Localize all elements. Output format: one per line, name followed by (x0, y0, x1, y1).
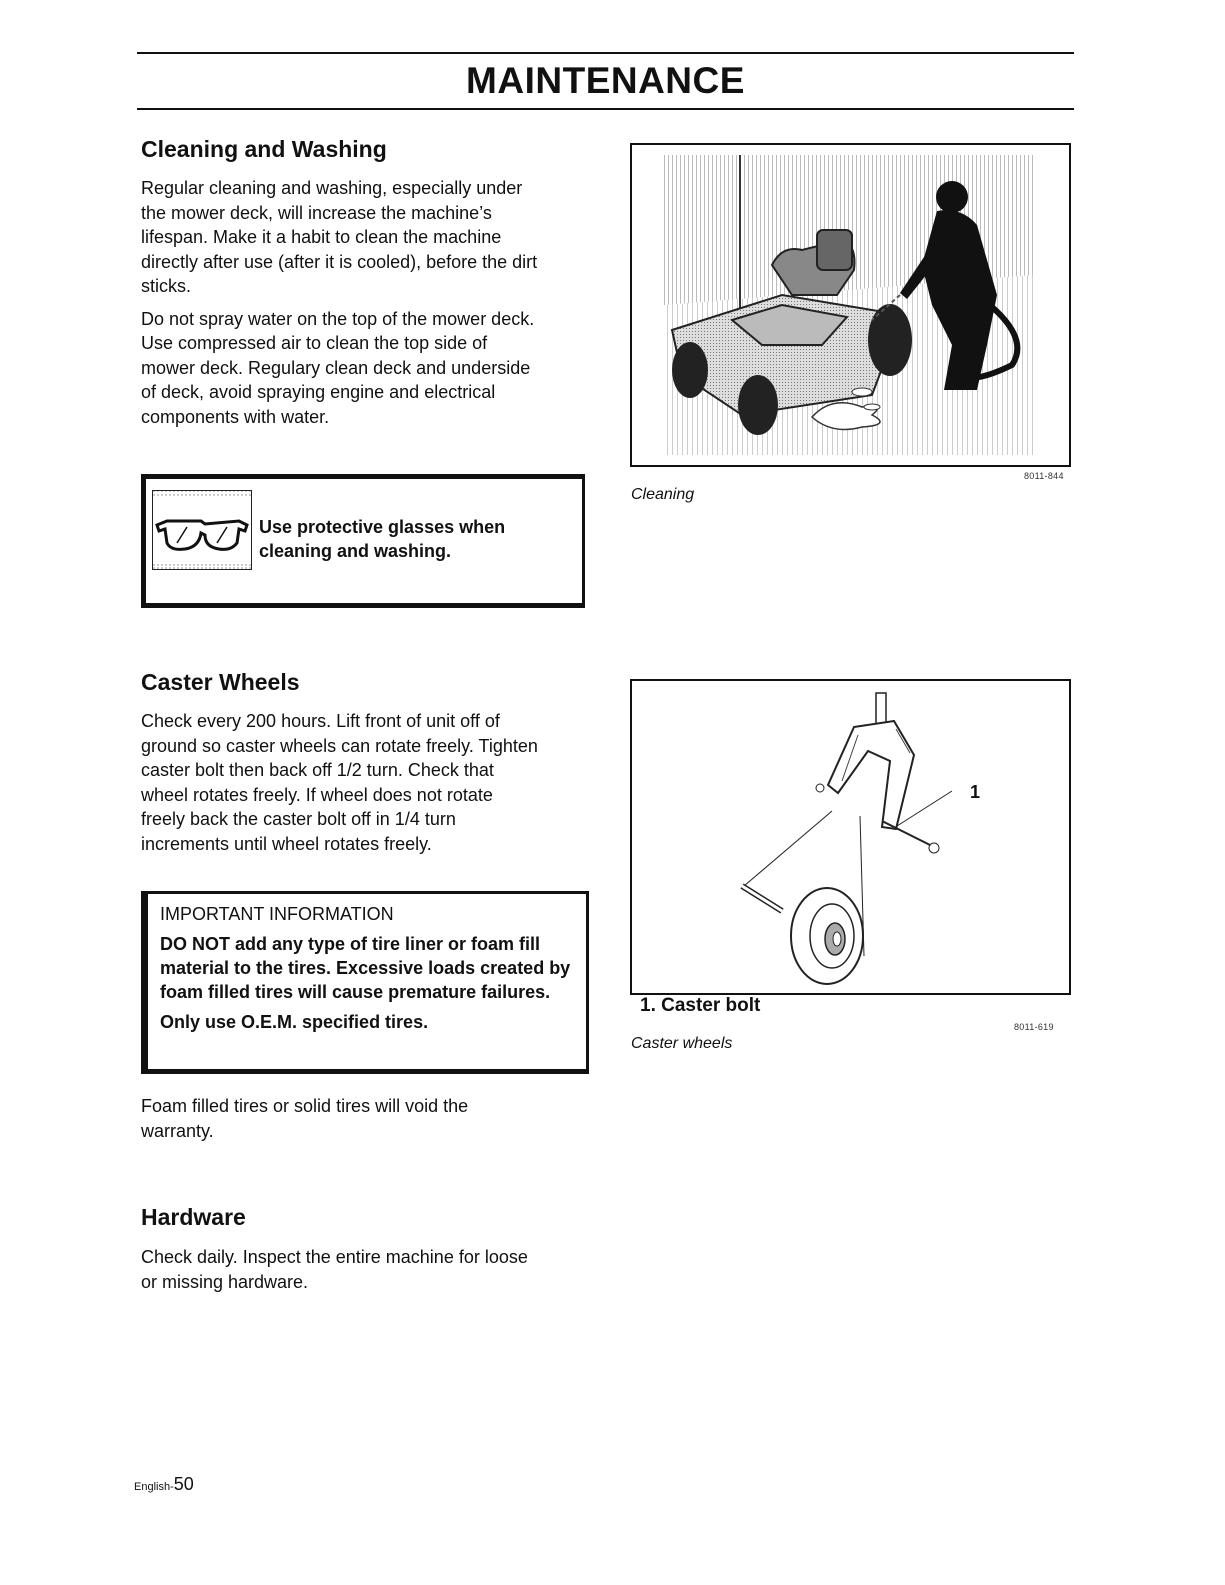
important-info-note: Only use O.E.M. specified tires. (160, 1012, 429, 1032)
header-underline (137, 108, 1074, 110)
cleaning-heading: Cleaning and Washing (141, 136, 387, 162)
cleaning-paragraph-1: Regular cleaning and washing, especially under the mower deck, will increase the machine’s lifespan. Make it a habit to clean the machine directly after use (after it is cooled), before the dirt sticks. (141, 178, 538, 296)
page-number: 50 (173, 1474, 194, 1494)
important-info-title: IMPORTANT INFORMATION (160, 904, 394, 924)
safety-warning-text: Use protective glasses when cleaning and washing. (259, 517, 506, 561)
cleaning-figure-code: 8011-844 (1024, 471, 1064, 481)
hardware-paragraph: Check daily. Inspect the entire machine for loose or missing hardware. (141, 1247, 528, 1292)
cleaning-text (141, 176, 541, 429)
caster-callout-number: 1 (970, 782, 981, 802)
caster-heading: Caster Wheels (141, 669, 300, 695)
caster-caption: Caster wheels (631, 1035, 733, 1052)
important-info-box (141, 891, 589, 1074)
caster-wheel-illustration (630, 679, 1071, 995)
cleaning-paragraph-2: Do not spray water on the top of the mower deck. Use compressed air to clean the top side of mower deck. Regulary clean deck and underside of deck, avoid spraying engine and electrical components with water. (141, 308, 535, 427)
hardware-heading: Hardware (141, 1204, 246, 1230)
warranty-note: Foam filled tires or solid tires will void the warranty. (141, 1096, 469, 1141)
page-footer (134, 1474, 194, 1495)
safety-glasses-icon (152, 490, 252, 570)
cleaning-illustration (630, 143, 1071, 467)
footer-language: English- (134, 1481, 174, 1493)
cleaning-caption: Cleaning (631, 486, 695, 503)
caster-figure-code: 8011-619 (1014, 1022, 1054, 1032)
safety-warning-box (141, 474, 585, 608)
caster-figure-legend: 1. Caster bolt (640, 995, 761, 1016)
top-rule (137, 52, 1074, 54)
important-info-body: DO NOT add any type of tire liner or foam fill material to the tires. Excessive loads created by foam filled tires will cause premature failures. (160, 934, 571, 1002)
page-title: MAINTENANCE (466, 60, 745, 101)
caster-paragraph: Check every 200 hours. Lift front of unit off of ground so caster wheels can rotate freely. Tighten caster bolt then back off 1/2 turn. Check that wheel rotates freely. If wheel does not rotate freely back the caster bolt off in 1/4 turn increments until wheel rotates freely. (141, 711, 538, 854)
